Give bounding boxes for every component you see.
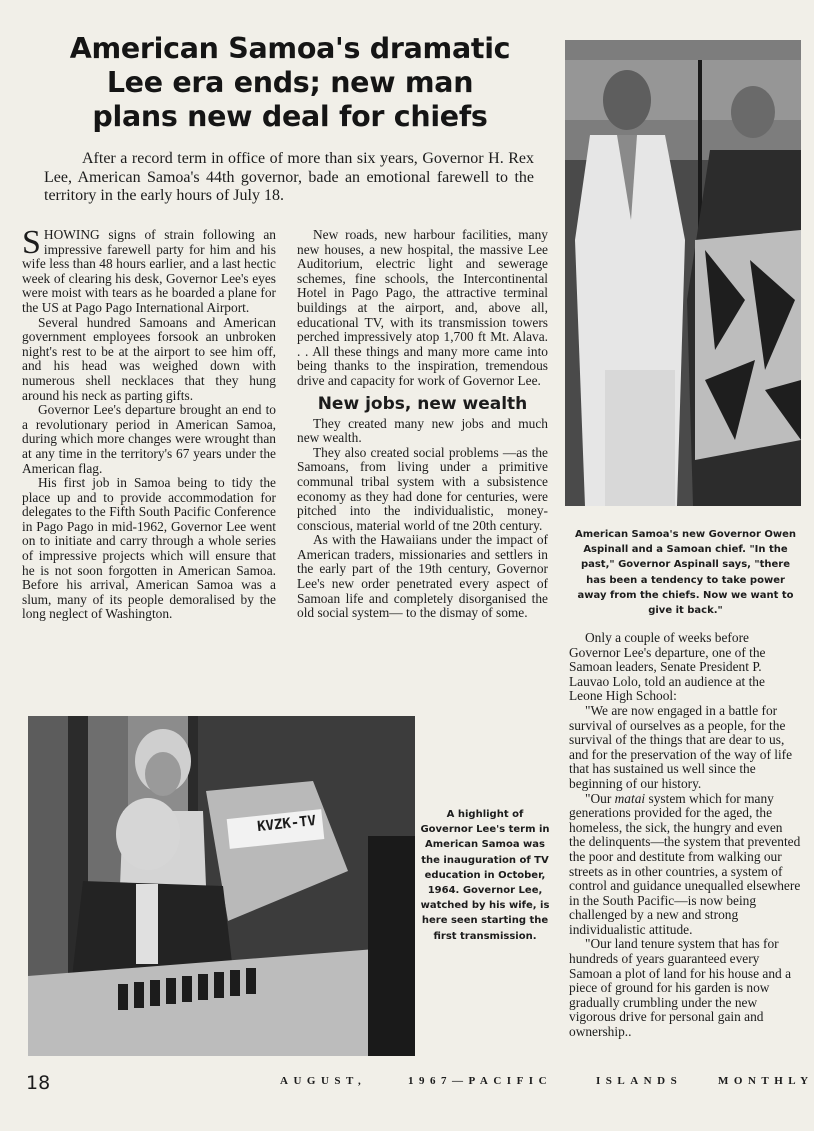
- col1-paragraph-3: Governor Lee's departure brought an end to a revolutionary period in American Samoa, during which more changes were wrought than at any time in the territory's 67 years under the American flag.: [22, 402, 276, 476]
- col2-paragraph-4: As with the Hawaiians under the impact of American traders, missionaries and settlers in the early part of the 19th century, Governor Lee's new order penetrated every aspect of Samoan life and completely disorganised the old social system— to the dismay of some.: [297, 532, 548, 621]
- footer-year-publication: 1967—PACIFIC: [408, 1075, 553, 1087]
- footer-islands: ISLANDS: [596, 1075, 683, 1087]
- photo-tv-caption: A highlight of Governor Lee's term in American Samoa was the inauguration of TV education in October, 1964. Governor Lee, watched by his wife, is here seen starting the first transmission.: [420, 809, 550, 942]
- article-column-1: [22, 224, 276, 622]
- col3-paragraph-1: Only a couple of weeks before Governor Lee's departure, one of the Samoan leaders, Senate President P. Lauvao Lolo, told an audience at the Leone High School:: [569, 630, 766, 704]
- col3-paragraph-2: "We are now engaged in a battle for survival of ourselves as a people, for the survival of the things that are dear to us, and for the preservation of the way of life that has sustained us well since the beginning of our history.: [569, 702, 793, 791]
- headline-line-2: Lee era ends; new man: [106, 66, 474, 99]
- col1-paragraph-4: His first job in Samoa being to tidy the place up and to provide accommodation for delegates to the Fifth South Pacific Conference in Pago Pago in mid-1962, Governor Lee went on to initiate and carry through a whole series of impressive projects which will ensure that he is not soon forgotten in American Samoa. Before his arrival, American Samoa was a slum, many of its people demoralised by the long neglect of Washington.: [22, 475, 276, 622]
- photo-tv-inauguration: [28, 716, 415, 1056]
- page-number: 18: [26, 1072, 51, 1094]
- camera-label: KVZK-TV: [256, 812, 317, 836]
- drop-cap: S: [22, 224, 41, 261]
- article-column-2: [297, 228, 548, 621]
- headline: [40, 32, 540, 134]
- col2-paragraph-3: They also created social problems —as the Samoans, from living under a primitive communal tribal system with a subsistence economy as they had done for centuries, were pitched into the individualistic, money-conscious, material world of tne 20th century.: [297, 444, 548, 533]
- footer-month: AUGUST,: [280, 1075, 367, 1087]
- photo-tv-inauguration-image: [28, 716, 415, 1056]
- col2-paragraph-2: They created many new jobs and much new wealth.: [297, 415, 548, 446]
- matai-term: matai: [614, 790, 646, 806]
- intro-paragraph: After a record term in office of more than six years, Governor H. Rex Lee, American Samoa's 44th governor, bade an emotional farewell to the territory in the early hours of July 18.: [44, 150, 534, 204]
- photo-governor-and-chief: [565, 40, 801, 506]
- photo-governor-caption: American Samoa's new Governor Owen Aspinall and a Samoan chief. "In the past," Governor Aspinall says, "there has been a tendency to take power away from the chiefs. Now we want to give it back.": [574, 529, 797, 617]
- footer-monthly: MONTHLY: [718, 1075, 814, 1087]
- col3-paragraph-3: "Our matai system which for many generations provided for the aged, the homeless, the sick, the hungry and even the delinquents—the system that prevented the poor and destitute from walking our streets as in other countries, a system of control and guidance unequalled elsewhere in the South Pacific—is now being challenged by a new and strong individualistic attitude.: [569, 790, 801, 937]
- headline-line-3: plans new deal for chiefs: [92, 100, 488, 133]
- headline-line-1: American Samoa's dramatic: [69, 32, 511, 65]
- col1-paragraph-2: Several hundred Samoans and American government employees forsook an unbroken night's rest to be at the airport to see him off, and his head was weighed down with numerous shell necklaces that they hung around his neck as parting gifts.: [22, 314, 276, 403]
- subheading: New jobs, new wealth: [317, 393, 528, 414]
- photo-governor-and-chief-image: [565, 40, 801, 506]
- article-column-3: [569, 631, 801, 1061]
- col1-paragraph-1: HOWING signs of strain following an impressive farewell party for him and his wife less than 48 hours earlier, and a last hectic week of clearing his desk, Governor Lee's eyes were moist with tears as he boarded a plane for the US at Pago Pago International Airport.: [22, 227, 276, 315]
- col2-paragraph-1: New roads, new harbour facilities, many new houses, a new hospital, the massive Lee Auditorium, electric light and sewerage schemes, fine schools, the Intercontinental Hotel in Pago Pago, the attractive terminal buildings at the airport, and, above all, educational TV, with its transmission towers perched impressively atop 1,700 ft Mt. Alava. . . All these things and many more came into being thanks to the inspiration, tremendous drive and capacity for work of Governor Lee.: [297, 227, 548, 388]
- col3-paragraph-4: "Our land tenure system that has for hundreds of years guaranteed every Samoan a plot of land for his house and a piece of ground for his garden is now gradually crumbling under the new vigorous drive for personal gain and ownership..: [569, 936, 792, 1040]
